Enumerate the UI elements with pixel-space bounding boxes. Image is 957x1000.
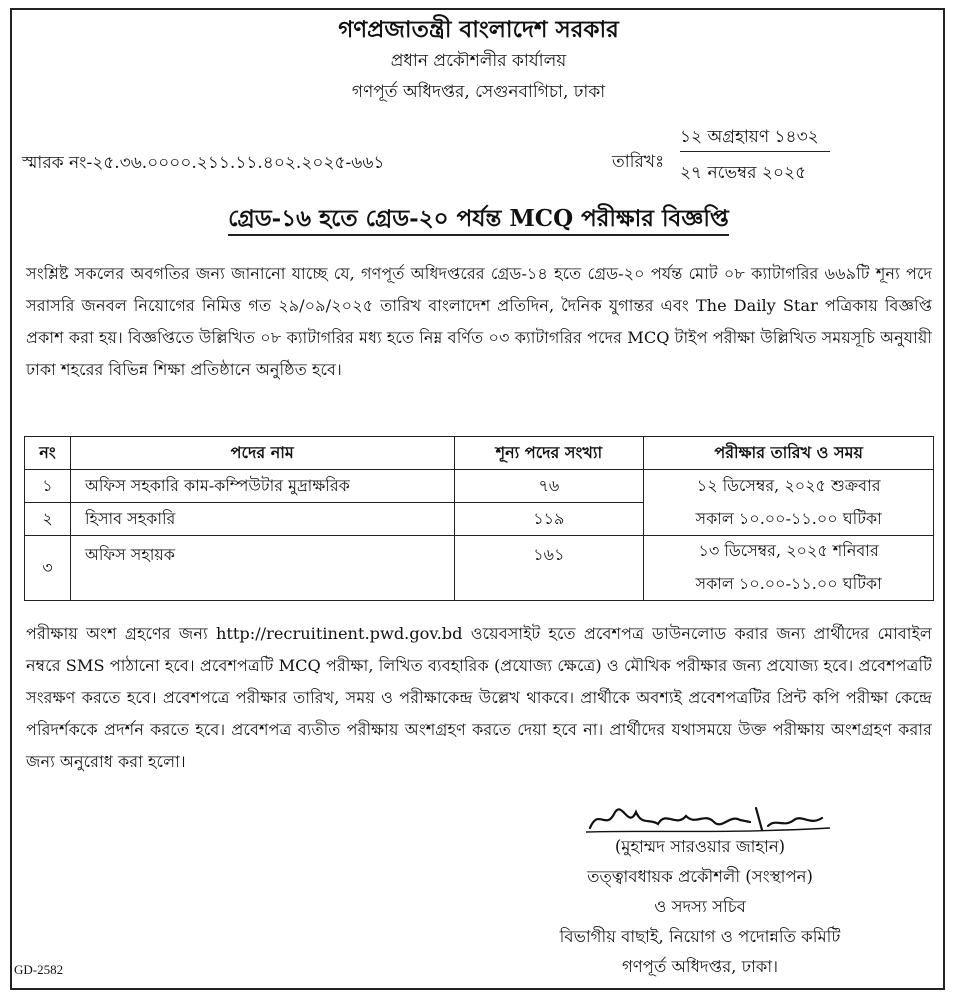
date-divider [680,151,830,152]
intro-paragraph: সংশ্লিষ্ট সকলের অবগতির জন্য জানানো যাচ্ছে যে, গণপূর্ত অধিদপ্তরের গ্রেড-১৪ হতে গ্রেড-২০ পর্যন্ত মোট ০৮ ক্যাটাগরির ৬৬৯টি শূন্য পদে সরাসরি জনবল নিয়োগের নিমিত্ত গত ২৯/০৯/২০২৫ তারিখ বাংলাদেশ প্রতিদিন, দৈনিক যুগান্তর এবং The Daily Star পত্রিকায় বিজ্ঞপ্তি প্রকাশ করা হয়। বিজ্ঞপ্তিতে উল্লিখিত ০৮ ক্যাটাগরির মধ্য হতে নিম্ন বর্ণিত ০৩ ক্যাটাগরির পদের MCQ টাইপ পরীক্ষা উল্লিখিত সময়সূচি অনুযায়ী ঢাকা শহরের বিভিন্ন শিক্ষা প্রতিষ্ঠানে অনুষ্ঠিত হবে। [26,264,932,379]
exam-schedule-table [24,436,934,601]
row-no: ১ [25,470,71,503]
signatory-block [480,832,920,982]
office-name: প্রধান প্রকৌশলীর কার্যালয় [390,51,567,71]
government-name: গণপ্রজাতন্ত্রী বাংলাদেশ সরকার [338,16,619,43]
instructions-paragraph: পরীক্ষায় অংশ গ্রহণের জন্য http://recruitinent.pwd.gov.bd ওয়েবসাইট হতে প্রবেশপত্র ডাউনলোড করার জন্য প্রার্থীদের মোবাইল নম্বরে SMS পাঠানো হবে। প্রবেশপত্রটি MCQ পরীক্ষা, লিখিত ব্যবহারিক (প্রযোজ্য ক্ষেত্রে) ও মৌখিক পরীক্ষার জন্য প্রযোজ্য হবে। প্রবেশপত্রটি সংরক্ষণ করতে হবে। প্রবেশপত্রে পরীক্ষার তারিখ, সময় ও পরীক্ষাকেন্দ্র উল্লেখ থাকবে। প্রার্থীকে অবশ্যই প্রবেশপত্রটির প্রিন্ট কপি পরীক্ষা কেন্দ্রে পরিদর্শককে প্রদর্শন করতে হবে। প্রবেশপত্র ব্যতীত পরীক্ষায় অংশগ্রহণ করতে দেয়া হবে না। প্রার্থীদের যথাসময়ে উক্ত পরীক্ষায় অংশগ্রহণ করার জন্য অনুরোধ করা হলো। [26,624,932,771]
row-post: অফিস সহায়ক [70,536,454,601]
signatory-designation: তত্ত্বাবধায়ক প্রকৌশলী (সংস্থাপন) [587,867,813,886]
memo-reference: স্মারক নং-২৫.৩৬.০০০০.২১১.১১.৪০২.২০২৫-৬৬১ [22,153,385,173]
schedule-day-2 [644,536,934,601]
row-no: ২ [25,503,71,536]
header-schedule: পরীক্ষার তারিখ ও সময় [644,437,934,470]
header-vacancies: শূন্য পদের সংখ্যা [454,437,644,470]
header-no: নং [25,437,71,470]
header-post: পদের নাম [70,437,454,470]
row-post: হিসাব সহকারি [70,503,454,536]
notice-title [0,200,957,239]
schedule-time-1: সকাল ১০.০০-১১.০০ ঘটিকা [695,508,882,528]
row-post: অফিস সহকারি কাম-কম্পিউটার মুদ্রাক্ষরিক [70,470,454,503]
table-row [25,470,934,503]
row-no: ৩ [25,536,71,601]
department-address: গণপূর্ত অধিদপ্তর, সেগুনবাগিচা, ঢাকা [351,82,606,102]
signatory-role: ও সদস্য সচিব [654,897,746,916]
signatory-department: গণপূর্ত অধিদপ্তর, ঢাকা। [621,957,779,976]
schedule-time-2: সকাল ১০.০০-১১.০০ ঘটিকা [695,574,882,593]
signatory-committee: বিভাগীয় বাছাই, নিয়োগ ও পদোন্নতি কমিটি [559,927,841,946]
letterhead [0,14,957,108]
row-vacancies: ১৬১ [454,536,644,601]
row-vacancies: ৭৬ [454,470,644,503]
table-header-row [25,437,934,470]
signatory-name: (মুহাম্মদ সারওয়ার জাহান) [614,837,786,856]
date-bangla: ১২ অগ্রহায়ণ ১৪৩২ [680,127,819,147]
table-row [25,536,934,601]
schedule-date-2: ১৩ ডিসেম্বর, ২০২৫ শনিবার [698,541,879,560]
row-vacancies: ১১৯ [454,503,644,536]
date-label: তারিখঃ [612,152,665,172]
notice-title-text: গ্রেড-১৬ হতে গ্রেড-২০ পর্যন্ত MCQ পরীক্ষার বিজ্ঞপ্তি [228,205,729,236]
schedule-date-1: ১২ ডিসেম্বর, ২০২৫ শুক্রবার [696,475,881,495]
schedule-day-1 [644,470,934,536]
date-gregorian: ২৭ নভেম্বর ২০২৫ [680,163,807,183]
footer-code: GD-2582 [14,962,64,977]
